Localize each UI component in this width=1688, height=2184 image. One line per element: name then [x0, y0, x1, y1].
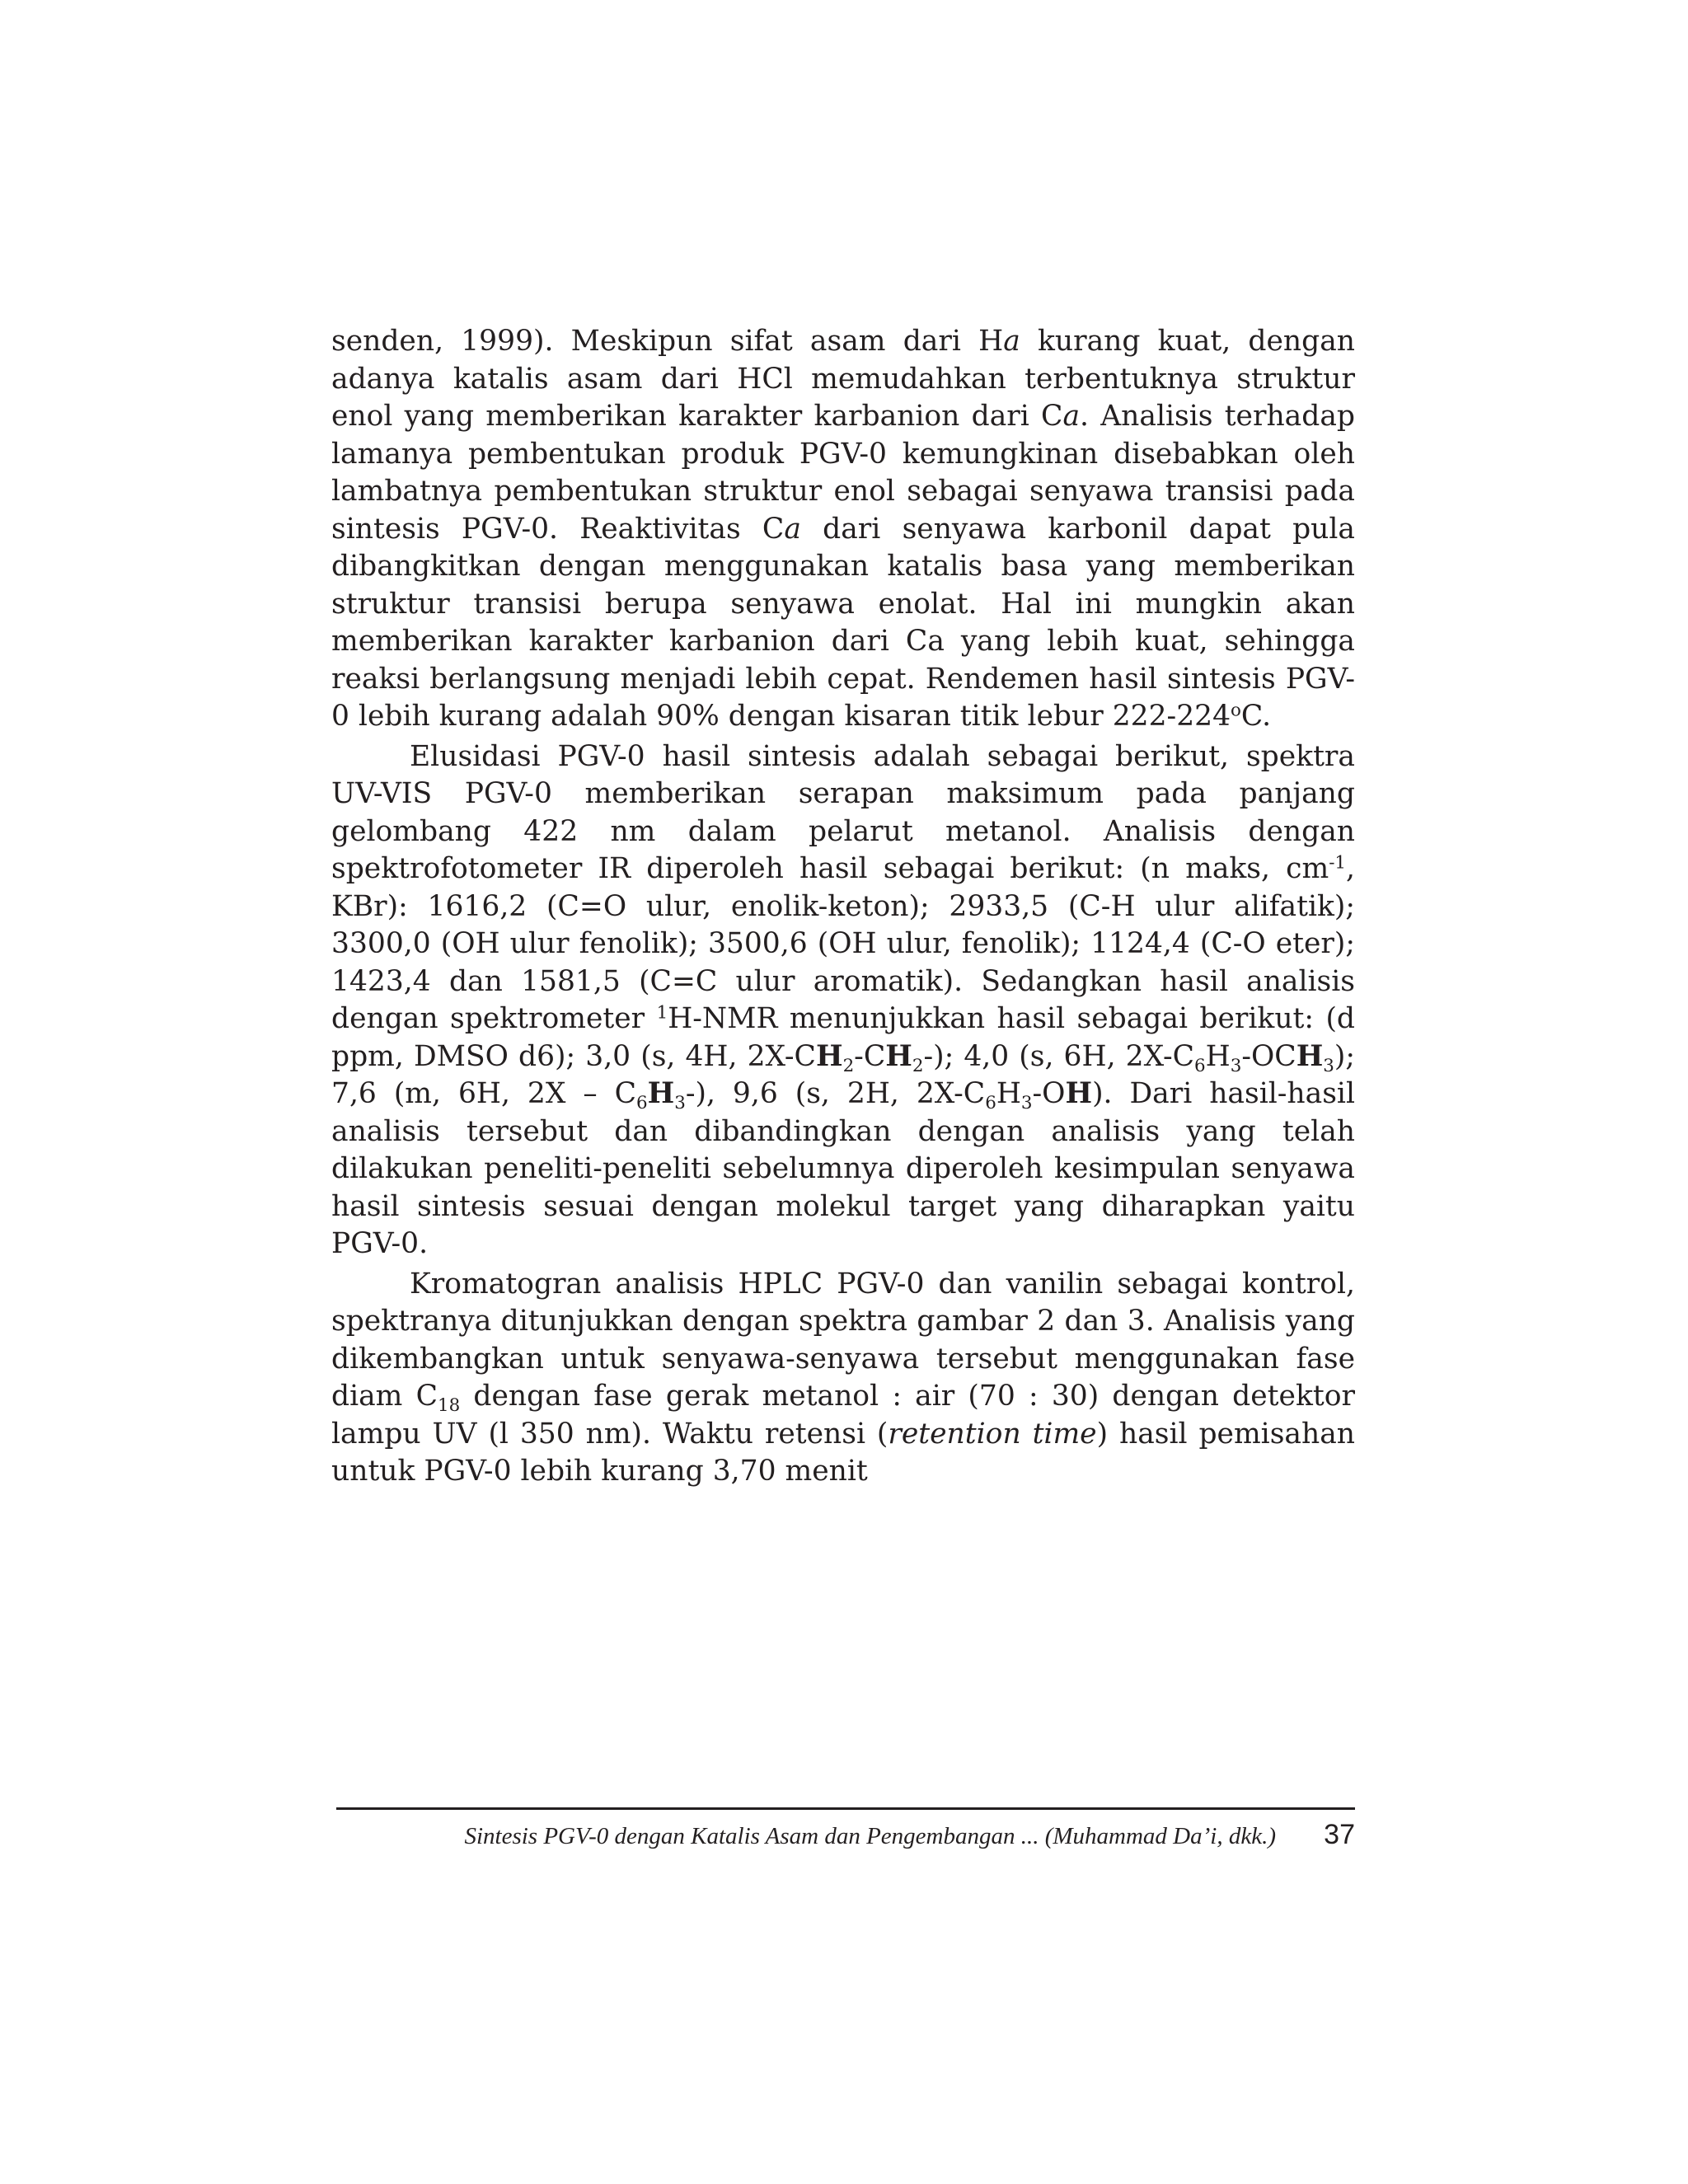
text-segment: , KBr): 1616,2 (C=O ulur, enolik-keton); 2933,5 (C-H ulur alifatik); 3300,0 (OH ulur fenolik); 3500,6 (OH ulur, fenolik); 1124,4 (C-O eter); 1423,4 dan 1581,5 (C=C ulur aromatik). Sedangkan hasil analisis dengan spektrometer — [331, 852, 1355, 1035]
paragraph-2 — [331, 738, 1355, 1263]
text-segment: a — [1062, 400, 1081, 433]
text-segment: . Analisis terhadap lamanya pembentukan produk PGV-0 kemungkinan disebabkan oleh lambatnya pembentukan struktur enol sebagai senyawa transisi pada sintesis PGV-0. Reaktivitas C — [331, 400, 1355, 546]
text-segment: H — [647, 1077, 675, 1110]
text-segment: 1 — [656, 1002, 668, 1024]
text-segment: H — [1065, 1077, 1093, 1110]
text-segment: Kromatogran analisis HPLC PGV-0 dan vanilin sebagai kontrol, spektranya ditunjukkan dengan spektra gambar 2 dan 3. Analisis yang dikembangkan untuk senyawa-senyawa tersebut menggunakan fase diam C — [331, 1267, 1355, 1413]
text-segment: ) hasil pemisahan untuk PGV-0 lebih kurang 3,70 menit — [331, 1417, 1355, 1488]
text-segment: H — [1296, 1039, 1324, 1073]
page-number: 37 — [1324, 1819, 1355, 1850]
text-segment: H — [815, 1039, 843, 1073]
text-segment: -C — [854, 1039, 886, 1073]
text-segment: -1 — [1329, 852, 1347, 874]
text-segment: 2 — [842, 1055, 855, 1076]
paragraph-3 — [331, 1266, 1355, 1491]
text-segment: -), 9,6 (s, 2H, 2X-C — [685, 1077, 986, 1110]
text-segment: retention time — [888, 1417, 1097, 1451]
text-segment: 6 — [1194, 1055, 1206, 1076]
footer-rule — [336, 1807, 1355, 1810]
text-segment: Elusidasi PGV-0 hasil sintesis adalah sebagai berikut, spektra UV-VIS PGV-0 memberikan serapan maksimum pada panjang gelombang 422 nm dalam pelarut metanol. Analisis dengan spektrofotometer IR diperoleh hasil sebagai berikut: (n maks, cm — [331, 739, 1355, 885]
paragraph-1 — [331, 323, 1355, 736]
text-segment: 3 — [1230, 1055, 1242, 1076]
text-segment: -); 4,0 (s, 6H, 2X-C — [923, 1039, 1195, 1073]
text-segment: 6 — [636, 1092, 648, 1113]
text-segment: H — [996, 1077, 1021, 1110]
text-segment: a — [1003, 325, 1020, 358]
text-segment: ). Dari hasil-hasil analisis tersebut dan dibandingkan dengan analisis yang telah dilakukan peneliti-peneliti sebelumnya diperoleh kesimpulan senyawa hasil sintesis sesuai dengan molekul target yang diharapkan yaitu PGV-0. — [331, 1077, 1355, 1260]
text-segment: dari senyawa karbonil dapat pula dibangkitkan dengan menggunakan katalis basa yang memberikan struktur transisi berupa senyawa enolat. Hal ini mungkin akan memberikan karakter karbanion dari Ca yang lebih kuat, sehingga reaksi berlangsung menjadi lebih cepat. Rendemen hasil sintesis PGV-0 lebih kurang adalah 90% dengan kisaran titik lebur 222-224 — [331, 512, 1355, 733]
text-segment: -O — [1032, 1077, 1066, 1110]
text-segment: 3 — [1020, 1092, 1033, 1113]
text-segment: -OC — [1241, 1039, 1296, 1073]
text-segment: a — [784, 512, 801, 546]
text-segment: 2 — [912, 1055, 924, 1076]
text-segment: H-NMR menunjukkan hasil sebagai berikut: (d ppm, DMSO d6); 3,0 (s, 4H, 2X-C — [331, 1002, 1355, 1073]
text-segment: 18 — [438, 1394, 461, 1416]
text-segment: kurang kuat, dengan adanya katalis asam dari HCl memudahkan terbentuknya struktur enol yang memberikan karakter karbanion dari C — [331, 325, 1355, 433]
text-segment: 3 — [674, 1092, 686, 1113]
running-footer: Sintesis PGV-0 dengan Katalis Asam dan Pengembangan ... (Muhammad Da’i, dkk.) — [464, 1823, 1276, 1849]
text-segment: 3 — [1323, 1055, 1334, 1076]
text-segment: H — [1205, 1039, 1231, 1073]
text-segment: C. — [1240, 700, 1272, 733]
body-text — [331, 323, 1355, 1491]
text-segment: o — [1231, 700, 1241, 721]
text-segment: ); 7,6 (m, 6H, 2X – C — [331, 1039, 1355, 1110]
text-segment: dengan fase gerak metanol : air (70 : 30) dengan detektor lampu UV (l 350 nm). Waktu retensi ( — [331, 1380, 1355, 1451]
text-segment: H — [885, 1039, 912, 1073]
text-segment: 6 — [985, 1092, 996, 1113]
text-segment: senden, 1999). Meskipun sifat asam dari H — [331, 325, 1004, 358]
